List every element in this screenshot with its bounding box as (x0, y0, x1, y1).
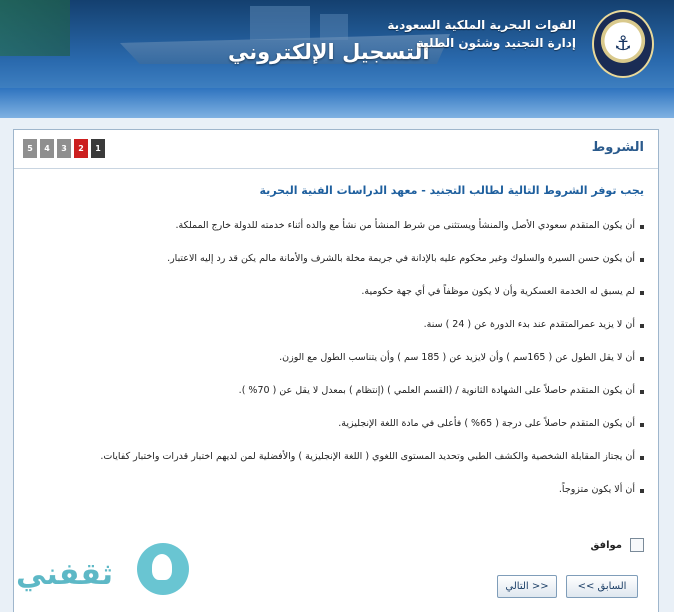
list-item (28, 220, 644, 253)
bullet-icon (640, 225, 644, 229)
condition-text: أن يكون المتقدم حاصلاً على درجة ( 65% ) فأعلى في مادة اللغة الإنجليزية. (338, 418, 635, 429)
bullet-icon (640, 324, 644, 328)
list-item (28, 352, 644, 385)
banner-water (0, 88, 674, 118)
bullet-icon (640, 357, 644, 361)
list-item (28, 451, 644, 484)
conditions-list (28, 220, 644, 517)
app-title: التسجيل الإلكتروني (228, 40, 430, 64)
condition-text: أن لا يزيد عمرالمتقدم عند بدء الدورة عن ( 24 ) سنة. (423, 319, 635, 330)
agree-row[interactable] (591, 538, 644, 552)
bullet-icon (640, 489, 644, 493)
conditions-panel (13, 129, 659, 612)
condition-text: أن يكون المتقدم حاصلاً على الشهادة الثانوية / (القسم العلمي ) (إنتظام ) بمعدل لا يقل عن ( 70% ). (238, 385, 635, 396)
lightbulb-icon (137, 543, 189, 595)
navy-emblem-icon (592, 10, 654, 78)
conditions-subtitle: يجب توفر الشروط التالية لطالب التجنيد - معهد الدراسات الفنية البحرية (259, 184, 644, 197)
ship-image (250, 6, 310, 40)
condition-text: أن ألا يكون متزوجاً. (558, 484, 635, 495)
condition-text: أن لا يقل الطول عن ( 165سم ) وأن لايزيد عن ( 185 سم ) وأن يتناسب الطول مع الوزن. (279, 352, 635, 363)
flag-image (0, 0, 70, 56)
previous-button[interactable]: << السابق (566, 575, 638, 598)
list-item (28, 484, 644, 517)
panel-title: الشروط (591, 140, 644, 155)
step-3: 3 (57, 139, 71, 158)
list-item (28, 385, 644, 418)
org-department: إدارة التجنيد وشئون الطلبة (416, 36, 576, 50)
condition-text: أن يكون حسن السيرة والسلوك وغير محكوم عليه بالإدانة في جريمة مخلة بالشرف والأمانة مالم يكن قد رد إليه الاعتبار. (167, 253, 635, 264)
bullet-icon (640, 423, 644, 427)
ship-image-tower (320, 14, 348, 40)
list-item (28, 319, 644, 352)
agree-label: موافق (590, 539, 622, 551)
list-item (28, 253, 644, 286)
next-button[interactable]: التالي >> (497, 575, 557, 598)
bullet-icon (640, 390, 644, 394)
bulb-shape (152, 554, 172, 580)
step-5: 5 (23, 139, 37, 158)
bullet-icon (640, 258, 644, 262)
anchor-icon: ⚓ (614, 30, 632, 55)
bullet-icon (640, 291, 644, 295)
step-indicator (23, 139, 105, 158)
header-banner (0, 0, 674, 118)
step-2-current: 2 (74, 139, 88, 158)
org-name: القوات البحرية الملكية السعودية (387, 18, 576, 32)
agree-checkbox[interactable] (630, 538, 644, 552)
condition-text: أن يجتاز المقابلة الشخصية والكشف الطبي وتحديد المستوى اللغوي ( اللغة الإنجليزية ) والأفضلية لمن لديهم اختبار قدرات واختبار كفايات. (100, 451, 635, 462)
condition-text: لم يسبق له الخدمة العسكرية وأن لا يكون موظفاً في أي جهة حكومية. (361, 286, 635, 297)
watermark-text: ثقفني (16, 557, 114, 592)
step-4: 4 (40, 139, 54, 158)
list-item (28, 418, 644, 451)
step-1: 1 (91, 139, 105, 158)
panel-header (14, 130, 658, 169)
list-item (28, 286, 644, 319)
bullet-icon (640, 456, 644, 460)
condition-text: أن يكون المتقدم سعودي الأصل والمنشأ ويستثنى من شرط المنشأ من نشأ مع والده أثناء خدمته للدولة خارج المملكة. (175, 220, 635, 231)
